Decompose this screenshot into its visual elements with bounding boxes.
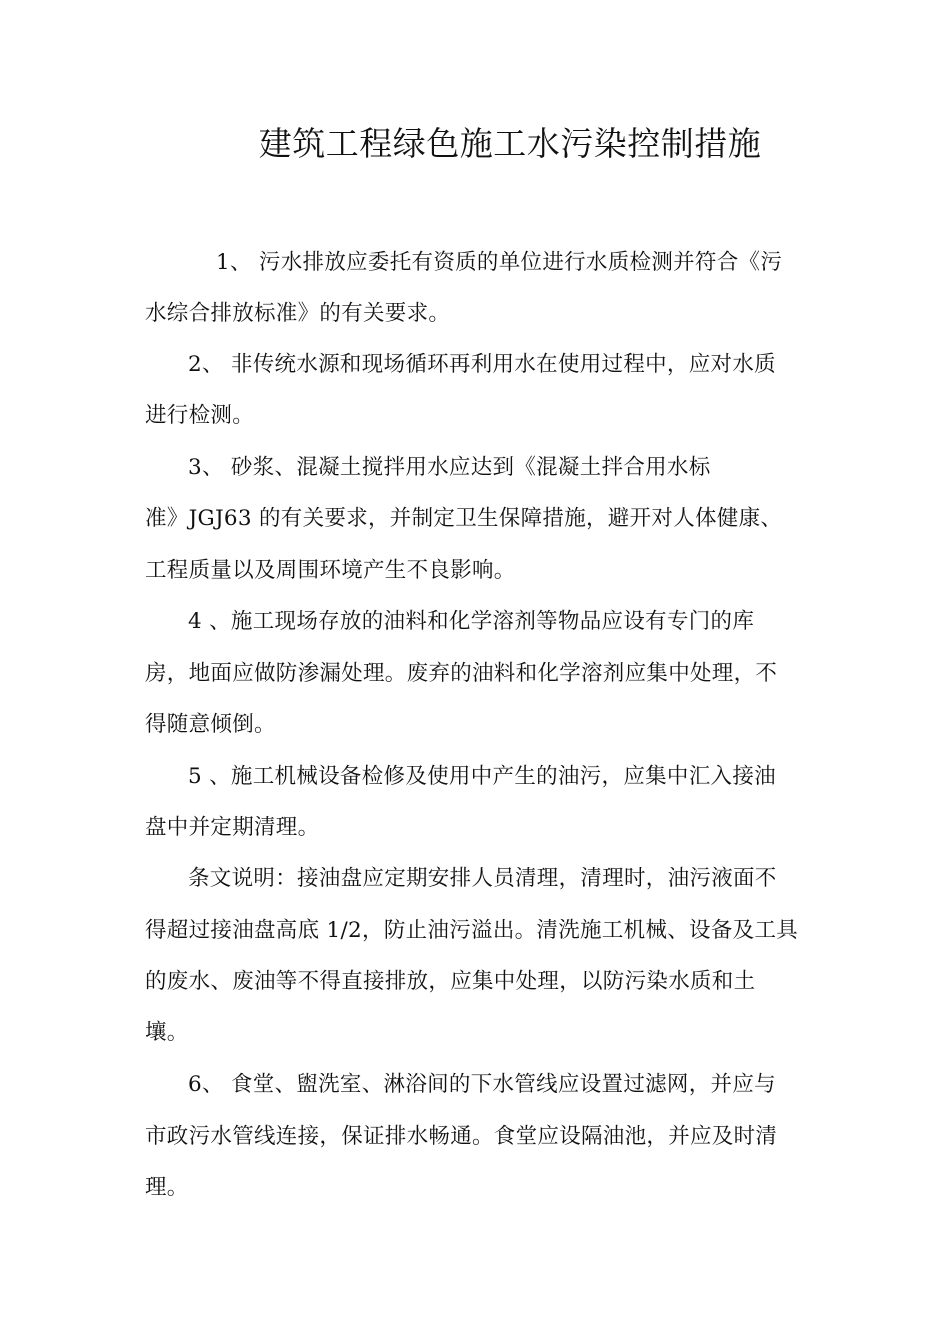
paragraph-line: 的废水、废油等不得直接排放，应集中处理，以防污染水质和土 — [145, 969, 756, 994]
paragraph-line: 1、 污水排放应委托有资质的单位进行水质检测并符合《污 — [216, 250, 783, 275]
paragraph-line: 2、 非传统水源和现场循环再利用水在使用过程中，应对水质 — [188, 352, 776, 377]
paragraph-line: 工程质量以及周围环境产生不良影响。 — [145, 558, 516, 583]
paragraph-line: 得随意倾倒。 — [145, 712, 276, 737]
paragraph-line: 水综合排放标准》的有关要求。 — [145, 301, 451, 326]
paragraph-line: 准》JGJ63 的有关要求，并制定卫生保障措施，避开对人体健康、 — [145, 506, 783, 531]
paragraph-line: 房，地面应做防渗漏处理。废弃的油料和化学溶剂应集中处理，不 — [145, 661, 778, 686]
paragraph-line: 壤。 — [145, 1020, 189, 1045]
paragraph-line: 进行检测。 — [145, 403, 255, 428]
paragraph-line: 4 、施工现场存放的油料和化学溶剂等物品应设有专门的库 — [188, 609, 755, 634]
paragraph-line: 市政污水管线连接，保证排水畅通。食堂应设隔油池，并应及时清 — [145, 1124, 778, 1149]
paragraph-line: 盘中并定期清理。 — [145, 815, 320, 840]
paragraph-line: 条文说明：接油盘应定期安排人员清理，清理时，油污液面不 — [188, 866, 777, 891]
paragraph-line: 6、 食堂、盥洗室、淋浴间的下水管线应设置过滤网，并应与 — [188, 1072, 776, 1097]
paragraph-line: 理。 — [145, 1175, 189, 1200]
paragraph-line: 得超过接油盘高底 1/2，防止油污溢出。清洗施工机械、设备及工具 — [145, 918, 799, 943]
paragraph-line: 5 、施工机械设备检修及使用中产生的油污，应集中汇入接油 — [188, 764, 776, 789]
paragraph-line: 3、 砂浆、混凝土搅拌用水应达到《混凝土拌合用水标 — [188, 455, 711, 480]
document-title: 建筑工程绿色施工水污染控制措施 — [258, 124, 762, 163]
